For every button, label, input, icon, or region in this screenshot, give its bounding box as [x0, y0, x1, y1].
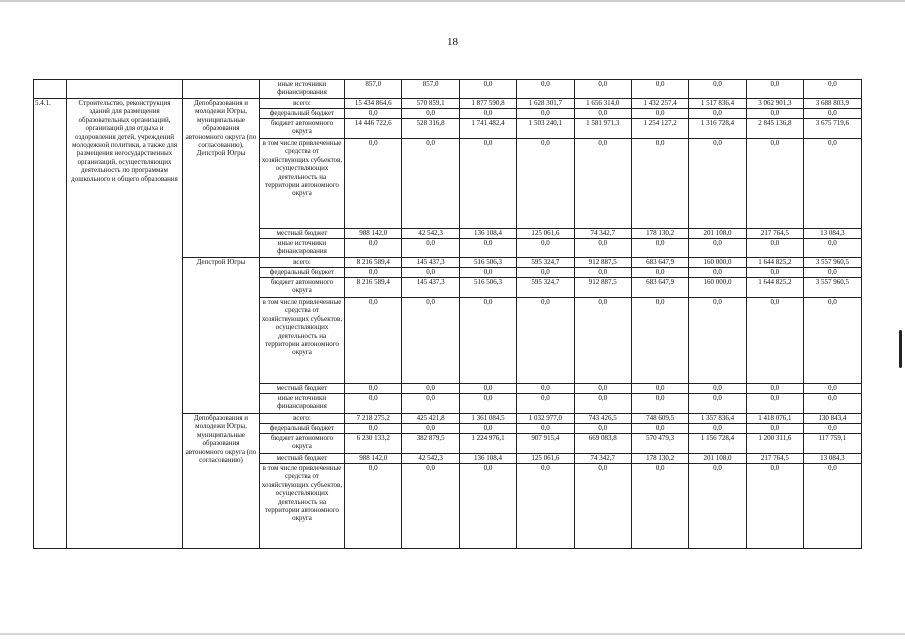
value-cell: 0,0: [459, 394, 516, 414]
value-cell: 988 142,0: [345, 454, 402, 464]
funding-source-label: иные источники финансирования: [260, 239, 345, 258]
funding-source-label: бюджет автономного округа: [260, 278, 345, 298]
value-cell: 0,0: [804, 394, 861, 414]
value-cell: 1 741 482,4: [459, 119, 516, 139]
value-cell: 0,0: [631, 139, 688, 229]
value-cell: 1 224 976,1: [459, 434, 516, 454]
value-cell: 0,0: [345, 109, 402, 119]
value-cell: 1 156 728,4: [689, 434, 746, 454]
value-cell: 8 216 589,4: [345, 278, 402, 298]
value-cell: 0,0: [689, 109, 746, 119]
funding-source-label: в том числе привлеченные средства от хозяйствующих субъектов, осуществляющих деятельность на территории автономного округа: [260, 464, 345, 549]
value-cell: 1 432 257,4: [631, 99, 688, 109]
value-cell: 0,0: [804, 139, 861, 229]
value-cell: 988 142,0: [345, 229, 402, 239]
funding-source-label: местный бюджет: [260, 454, 345, 464]
value-cell: 0,0: [804, 464, 861, 549]
value-cell: 0,0: [402, 139, 459, 229]
value-cell: 13 084,3: [804, 229, 861, 239]
value-cell: 3 062 901,3: [746, 99, 803, 109]
value-cell: 1 581 971,3: [574, 119, 631, 139]
value-cell: 0,0: [402, 109, 459, 119]
value-cell: 0,0: [402, 384, 459, 394]
value-cell: 1 357 836,4: [689, 414, 746, 424]
funding-source-label: бюджет автономного округа: [260, 119, 345, 139]
value-cell: 6 230 133,2: [345, 434, 402, 454]
value-cell: 0,0: [517, 239, 574, 258]
budget-table: [33, 79, 862, 549]
value-cell: 0,0: [746, 394, 803, 414]
value-cell: 0,0: [631, 394, 688, 414]
value-cell: 683 647,9: [631, 258, 688, 268]
value-cell: 570 479,3: [631, 434, 688, 454]
funding-source-label: иные источники финансирования: [260, 394, 345, 414]
value-cell: 0,0: [402, 394, 459, 414]
value-cell: 7 218 275,2: [345, 414, 402, 424]
value-cell: 74 342,7: [574, 454, 631, 464]
value-cell: 0,0: [574, 139, 631, 229]
funding-source-label: всего:: [260, 414, 345, 424]
value-cell: 0,0: [402, 268, 459, 278]
value-cell: 912 887,5: [574, 278, 631, 298]
value-cell: 217 764,5: [746, 229, 803, 239]
value-cell: 0,0: [804, 80, 861, 99]
value-cell: 516 506,3: [459, 258, 516, 268]
value-cell: 0,0: [517, 298, 574, 384]
value-cell: 425 421,8: [402, 414, 459, 424]
value-cell: 125 061,6: [517, 454, 574, 464]
value-cell: 145 437,3: [402, 258, 459, 268]
value-cell: 0,0: [746, 298, 803, 384]
value-cell: 0,0: [574, 298, 631, 384]
value-cell: 145 437,3: [402, 278, 459, 298]
value-cell: 42 542,3: [402, 454, 459, 464]
value-cell: 2 845 136,8: [746, 119, 803, 139]
funding-source-label: федеральный бюджет: [260, 424, 345, 434]
funding-source-label: всего:: [260, 258, 345, 268]
value-cell: 0,0: [345, 139, 402, 229]
value-cell: 528 316,8: [402, 119, 459, 139]
value-cell: 0,0: [459, 239, 516, 258]
value-cell: 42 542,3: [402, 229, 459, 239]
table-row: [34, 99, 862, 109]
value-cell: 0,0: [746, 109, 803, 119]
value-cell: 3 688 803,9: [804, 99, 861, 109]
value-cell: 0,0: [631, 268, 688, 278]
value-cell: 669 083,8: [574, 434, 631, 454]
value-cell: 74 342,7: [574, 229, 631, 239]
value-cell: 0,0: [746, 268, 803, 278]
value-cell: 0,0: [402, 298, 459, 384]
funding-source-label: бюджет автономного округа: [260, 434, 345, 454]
value-cell: 0,0: [574, 394, 631, 414]
value-cell: 178 130,2: [631, 454, 688, 464]
value-cell: 0,0: [746, 239, 803, 258]
value-cell: 516 506,3: [459, 278, 516, 298]
value-cell: 0,0: [746, 424, 803, 434]
value-cell: 125 061,6: [517, 229, 574, 239]
funding-source-label: в том числе привлеченные средства от хозяйствующих субъектов, осуществляющих деятельность на территории автономного округа: [260, 298, 345, 384]
value-cell: 130 843,4: [804, 414, 861, 424]
value-cell: 0,0: [517, 394, 574, 414]
funding-source-label: местный бюджет: [260, 229, 345, 239]
value-cell: 1 032 977,0: [517, 414, 574, 424]
value-cell: 857,0: [402, 80, 459, 99]
value-cell: 0,0: [689, 298, 746, 384]
value-cell: 0,0: [689, 139, 746, 229]
value-cell: 0,0: [631, 384, 688, 394]
value-cell: 160 000,0: [689, 258, 746, 268]
value-cell: 0,0: [574, 239, 631, 258]
value-cell: 8 216 589,4: [345, 258, 402, 268]
value-cell: 0,0: [459, 109, 516, 119]
page-number: 18: [447, 36, 458, 48]
value-cell: 0,0: [517, 268, 574, 278]
binder-hole-mark: [899, 330, 902, 368]
value-cell: 117 759,1: [804, 434, 861, 454]
value-cell: 743 426,5: [574, 414, 631, 424]
value-cell: 0,0: [459, 464, 516, 549]
value-cell: 0,0: [574, 80, 631, 99]
table-row: [34, 80, 862, 99]
value-cell: 0,0: [345, 239, 402, 258]
value-cell: 0,0: [689, 464, 746, 549]
value-cell: 0,0: [517, 384, 574, 394]
value-cell: 1 644 825,2: [746, 258, 803, 268]
empty-cell: [183, 80, 260, 99]
value-cell: 1 418 076,1: [746, 414, 803, 424]
value-cell: 0,0: [746, 464, 803, 549]
executor-name: Депстрой Югры: [183, 258, 260, 414]
empty-cell: [67, 80, 183, 99]
value-cell: 3 675 719,6: [804, 119, 861, 139]
value-cell: 201 108,0: [689, 454, 746, 464]
value-cell: 217 764,5: [746, 454, 803, 464]
value-cell: 1 877 590,8: [459, 99, 516, 109]
value-cell: 0,0: [517, 80, 574, 99]
value-cell: 907 915,4: [517, 434, 574, 454]
value-cell: 0,0: [517, 109, 574, 119]
value-cell: 0,0: [402, 239, 459, 258]
value-cell: 0,0: [574, 464, 631, 549]
value-cell: 201 108,0: [689, 229, 746, 239]
row-index: 5.4.1.: [34, 99, 67, 549]
value-cell: 1 316 728,4: [689, 119, 746, 139]
value-cell: 0,0: [459, 139, 516, 229]
value-cell: 1 254 127,2: [631, 119, 688, 139]
funding-source-label: федеральный бюджет: [260, 109, 345, 119]
value-cell: 0,0: [689, 268, 746, 278]
value-cell: 748 609,5: [631, 414, 688, 424]
value-cell: 1 628 301,7: [517, 99, 574, 109]
value-cell: 0,0: [345, 424, 402, 434]
value-cell: 1 656 314,0: [574, 99, 631, 109]
scan-edge-top: [0, 0, 905, 2]
value-cell: 0,0: [689, 394, 746, 414]
value-cell: 0,0: [689, 80, 746, 99]
value-cell: 0,0: [459, 268, 516, 278]
value-cell: 0,0: [459, 384, 516, 394]
value-cell: 0,0: [345, 384, 402, 394]
value-cell: 595 324,7: [517, 278, 574, 298]
value-cell: 857,0: [345, 80, 402, 99]
scan-edge-bottom: [0, 633, 905, 635]
value-cell: 0,0: [574, 384, 631, 394]
funding-source-label: иные источники финансирования: [260, 80, 345, 99]
executor-name: Депобразования и молодежи Югры, муниципальные образования автономного округа (по согласованию): [183, 414, 260, 549]
value-cell: 3 557 960,5: [804, 258, 861, 268]
value-cell: 136 108,4: [459, 454, 516, 464]
value-cell: 13 084,3: [804, 454, 861, 464]
value-cell: 1 503 240,1: [517, 119, 574, 139]
value-cell: 0,0: [804, 268, 861, 278]
value-cell: 0,0: [804, 384, 861, 394]
executor-name: Депобразования и молодежи Югры, муниципальные образования автономного округа (по согласованию), Депстрой Югры: [183, 99, 260, 258]
empty-cell: [34, 80, 67, 99]
value-cell: 0,0: [517, 139, 574, 229]
value-cell: 160 000,0: [689, 278, 746, 298]
value-cell: 382 879,5: [402, 434, 459, 454]
value-cell: 1 644 825,2: [746, 278, 803, 298]
value-cell: 0,0: [804, 109, 861, 119]
value-cell: 683 647,9: [631, 278, 688, 298]
measure-name: Строительство, реконструкция зданий для размещения образовательных организаций, организаций для отдыха и оздоровления детей, учреждений молодежной политики, а также для размещения негосударственных организаций, осуществляющих деятельность по программам дошкольного и общего образования: [67, 99, 183, 549]
value-cell: 0,0: [804, 239, 861, 258]
value-cell: 0,0: [689, 424, 746, 434]
value-cell: 178 130,2: [631, 229, 688, 239]
value-cell: 0,0: [746, 139, 803, 229]
value-cell: 0,0: [804, 424, 861, 434]
value-cell: 0,0: [345, 268, 402, 278]
funding-source-label: всего:: [260, 99, 345, 109]
value-cell: 0,0: [517, 424, 574, 434]
value-cell: 0,0: [574, 109, 631, 119]
value-cell: 0,0: [746, 80, 803, 99]
value-cell: 1 361 084,5: [459, 414, 516, 424]
value-cell: 0,0: [804, 298, 861, 384]
value-cell: 136 108,4: [459, 229, 516, 239]
value-cell: 570 859,1: [402, 99, 459, 109]
value-cell: 0,0: [746, 384, 803, 394]
funding-source-label: в том числе привлеченные средства от хозяйствующих субъектов, осуществляющих деятельность на территории автономного округа: [260, 139, 345, 229]
value-cell: 0,0: [345, 298, 402, 384]
funding-source-label: местный бюджет: [260, 384, 345, 394]
value-cell: 0,0: [631, 80, 688, 99]
value-cell: 14 446 722,6: [345, 119, 402, 139]
value-cell: 0,0: [631, 298, 688, 384]
value-cell: 15 434 864,6: [345, 99, 402, 109]
value-cell: 0,0: [459, 80, 516, 99]
value-cell: 0,0: [459, 298, 516, 384]
value-cell: 0,0: [574, 424, 631, 434]
value-cell: 1 200 311,6: [746, 434, 803, 454]
value-cell: 0,0: [631, 424, 688, 434]
value-cell: 0,0: [689, 239, 746, 258]
value-cell: 0,0: [459, 424, 516, 434]
value-cell: 0,0: [631, 109, 688, 119]
value-cell: 0,0: [345, 464, 402, 549]
value-cell: 0,0: [631, 239, 688, 258]
value-cell: 0,0: [689, 384, 746, 394]
funding-source-label: федеральный бюджет: [260, 268, 345, 278]
value-cell: 0,0: [631, 464, 688, 549]
value-cell: 0,0: [402, 464, 459, 549]
value-cell: 0,0: [574, 268, 631, 278]
value-cell: 0,0: [402, 424, 459, 434]
value-cell: 1 517 836,4: [689, 99, 746, 109]
value-cell: 0,0: [517, 464, 574, 549]
value-cell: 3 557 960,5: [804, 278, 861, 298]
value-cell: 595 324,7: [517, 258, 574, 268]
value-cell: 912 887,5: [574, 258, 631, 268]
value-cell: 0,0: [345, 394, 402, 414]
